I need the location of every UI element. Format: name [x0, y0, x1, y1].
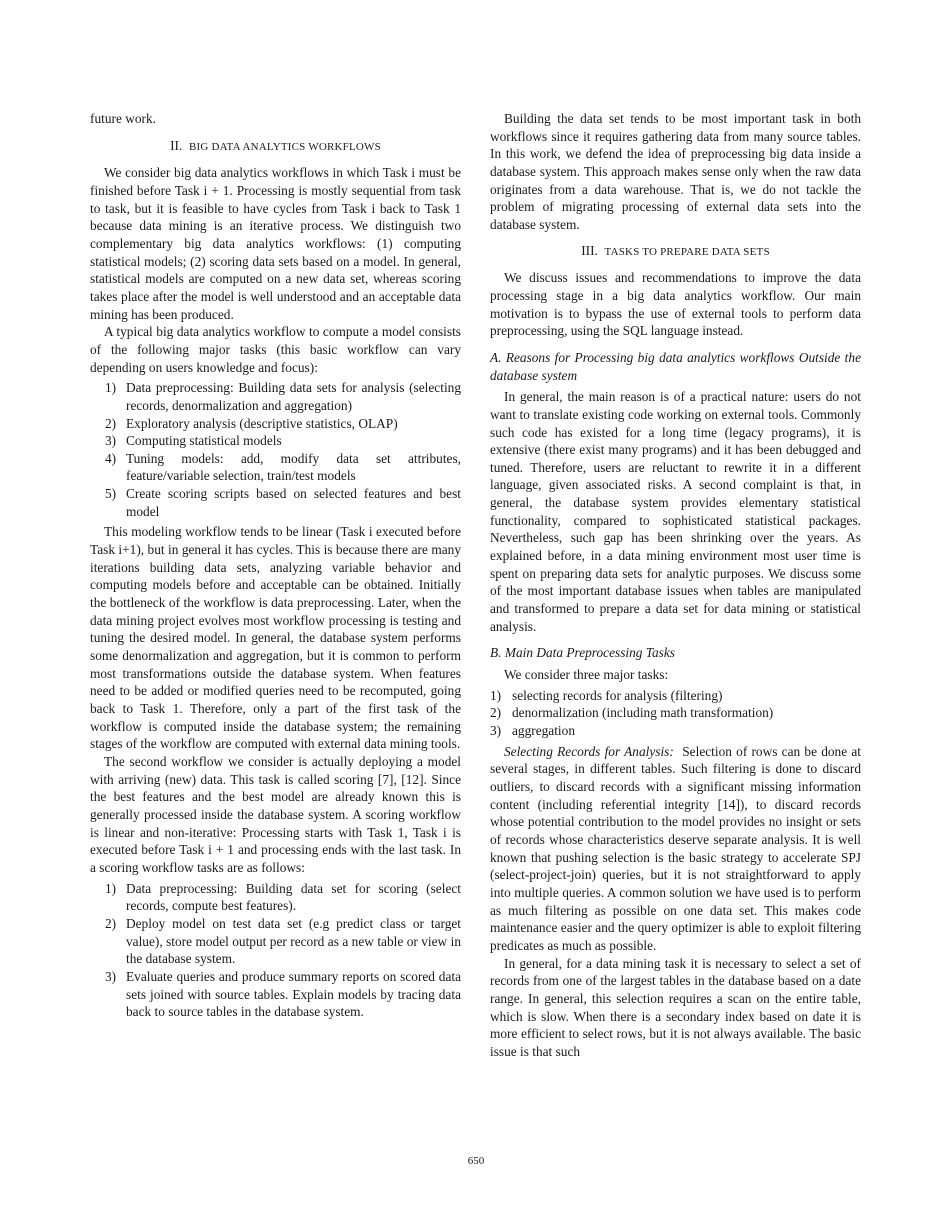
right-column: [490, 110, 861, 1060]
paragraph-text: Selection of rows can be done at several stages, in different tables. Such filtering is done to discard outliers, to discard records with a significant missing information content (including referential integrity [14]), to discard records whose potential contribution to the model provides no insight or sets of records whose characteristics deserve separate analysis. It is well known that pushing selection is the basic strategy to accelerate SPJ (select-project-join) queries, but it is not straightforward to apply into multiple queries. A common solution we have used is to perform as much filtering as possible on one data set. This makes code maintenance easier and the query optimizer is able to exploit filtering predicates as much as possible.: [490, 743, 862, 953]
list-number: 5): [105, 486, 117, 502]
section-heading: [490, 242, 861, 262]
list-number: 4): [105, 450, 117, 466]
list-number: 1): [490, 687, 502, 703]
list-item: [90, 432, 461, 450]
list-number: 1): [105, 880, 117, 896]
section-heading: [90, 137, 461, 157]
list-item-text: Create scoring scripts based on selected features and best model: [126, 486, 461, 519]
list-item: [490, 722, 861, 740]
list-number: 3): [490, 723, 502, 738]
left-column: [90, 110, 461, 1024]
paragraph: This modeling workflow tends to be linear (Task i executed before Task i+1), but in general it has cycles. This is because there are many iterations building data sets, analyzing variable behavior and computing models before and acceptable can be obtained. Initially the bottleneck of the workflow is data preprocessing. Later, when the data mining project evolves most workflow processing is testing and tuning the desired model. In general, the database system performs some denormalization and aggregation, but it is common to perform most transformations outside the database system. When features need to be added or modified queries need to be recomputed, going back to Task 1. Therefore, only a part of the first task of the workflow is computed inside the database system; the remaining stages of the workflow are computed with external data mining tools.: [90, 524, 461, 752]
section-title: TASKS TO PREPARE DATA SETS: [604, 245, 770, 258]
list-number: 3): [105, 968, 117, 984]
subsection-heading: B. Main Data Preprocessing Tasks: [490, 645, 675, 661]
paragraph: A typical big data analytics workflow to compute a model consists of the following major tasks (this basic workflow can vary depending on users knowledge and focus):: [90, 324, 461, 375]
list-number: 1): [105, 380, 117, 396]
list-item-text: aggregation: [512, 723, 575, 738]
numbered-list: [490, 687, 861, 740]
list-item-text: denormalization (including math transformation): [512, 705, 774, 721]
paragraph: The second workflow we consider is actually deploying a model with arriving (new) data. This task is called scoring [7], [12]. Since the best features and the best model are already known this is generally processed inside the database system. A scoring workflow is linear and non-iterative: Processing starts with Task 1, Task i is executed before Task i + 1 and processing ends with the last task. In a scoring workflow tasks are as follows:: [90, 753, 461, 875]
paragraph: future work.: [90, 111, 156, 126]
list-item: [90, 880, 461, 915]
section-number: II.: [170, 137, 183, 153]
list-item-text: Deploy model on test data set (e.g predict class or target value), store model output per record as a new table or view in the database system.: [126, 915, 461, 967]
list-number: 2): [105, 415, 117, 431]
page-number: 650: [467, 1155, 485, 1167]
list-item-text: Computing statistical models: [126, 433, 282, 449]
list-item: [90, 415, 461, 433]
list-item: [90, 379, 461, 414]
list-number: 3): [105, 433, 117, 449]
section-title: BIG DATA ANALYTICS WORKFLOWS: [188, 140, 381, 153]
list-item-text: Data preprocessing: Building data set for scoring (select records, compute best features).: [126, 880, 461, 914]
list-item-text: selecting records for analysis (filtering): [512, 687, 723, 703]
numbered-list: [90, 379, 461, 520]
run-in-heading: Selecting Records for Analysis:: [504, 743, 674, 759]
list-item: [490, 704, 861, 722]
paragraph: In general, the main reason is of a practical nature: users do not want to translate existing code working on external tools. Commonly such code has existed for a long time (legacy programs), it is extensive (there exist many programs) and it has been debugged and tuned. Therefore, users are reluctant to rewrite it in a different language, given associated risks. A second complaint is that, in general, the database system provides elementary statistical functionality, compared to sophisticated statistical packages. Nevertheless, such gap has been shrinking over the years. As explained before, in a data mining environment most user time is spent on preparing data sets for analytic purposes. We discuss some of the most important database issues when tables are manipulated and transformed to prepare a data set for data mining or statistical analysis.: [490, 389, 861, 634]
list-item: [90, 450, 461, 485]
numbered-list: [90, 880, 461, 1021]
list-item-text: Exploratory analysis (descriptive statistics, OLAP): [126, 415, 398, 431]
subsection-heading: A. Reasons for Processing big data analytics workflows Outside the database system: [490, 349, 861, 383]
list-item-text: Evaluate queries and produce summary reports on scored data sets joined with source tables. Explain models by tracing data back to source tables in the database system.: [126, 968, 461, 1020]
list-item-text: Tuning models: add, modify data set attributes, feature/variable selection, train/test models: [126, 450, 461, 484]
paragraph: In general, for a data mining task it is necessary to select a set of records from one of the largest tables in the database based on a date range. In general, this selection requires a scan on the entire table, which is slow. When there is a secondary index based on date it is more efficient to select rows, but it is not always available. The basic issue is that such: [490, 955, 861, 1059]
list-number: 2): [105, 915, 117, 931]
list-item: [90, 915, 461, 968]
paragraph: We consider three major tasks:: [504, 667, 669, 683]
section-number: III.: [581, 242, 598, 258]
list-number: 2): [490, 705, 502, 721]
paragraph: [490, 743, 861, 955]
paragraph: We discuss issues and recommendations to improve the data processing stage in a big data analytics workflow. Our main motivation is to bypass the use of external tools to perform data preprocessing, using the SQL language instead.: [490, 270, 861, 339]
list-item-text: Data preprocessing: Building data sets for analysis (selecting records, denormalization and aggregation): [126, 380, 461, 413]
list-item: [490, 687, 861, 705]
list-item: [90, 968, 461, 1021]
paragraph: We consider big data analytics workflows in which Task i must be finished before Task i + 1. Processing is mostly sequential from task to task, but it is feasible to have cycles from Task i back to Task 1 because data mining is an iterative process. We distinguish two complementary big data analytics workflows: (1) computing statistical models; (2) scoring data sets based on a model. In general, statistical models are computed on a new data set, whereas scoring takes place after the model is well understood and an acceptable data mining has been produced.: [90, 165, 461, 322]
paragraph: Building the data set tends to be most important task in both workflows since it requires gathering data from many source tables. In this work, we defend the idea of preprocessing big data inside a database system. This approach makes sense only when the raw data originates from a data warehouse. That is, we do not tackle the problem of migrating processing of external data sets into the database system.: [490, 111, 861, 232]
list-item: [90, 485, 461, 520]
